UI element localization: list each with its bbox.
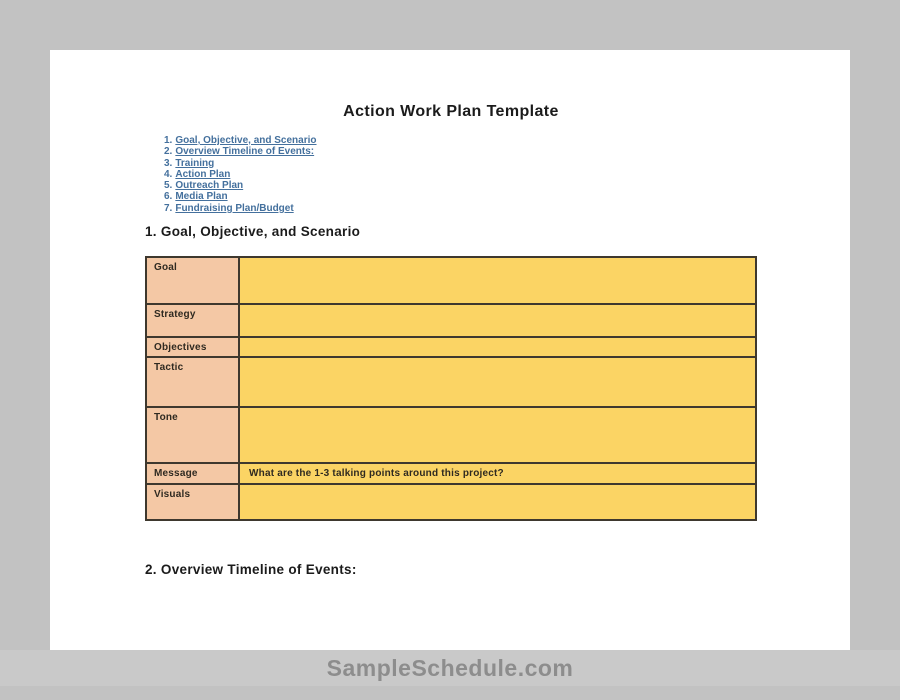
table-of-contents [164, 135, 317, 214]
document-page [50, 50, 850, 650]
table-row [146, 463, 756, 484]
toc-number: 4. [164, 168, 173, 180]
page-title: Action Work Plan Template [343, 103, 559, 120]
toc-item [164, 180, 317, 191]
row-label-tone: Tone [146, 407, 239, 463]
toc-number: 5. [164, 180, 173, 192]
table-row [146, 357, 756, 407]
toc-number: 6. [164, 191, 173, 203]
toc-item [164, 191, 317, 202]
toc-item [164, 158, 317, 169]
row-label-message: Message [146, 463, 239, 484]
row-label-tactic: Tactic [146, 357, 239, 407]
row-value-goal [239, 257, 756, 304]
goal-objective-scenario-table [145, 256, 757, 521]
row-value-tone [239, 407, 756, 463]
watermark-text: SampleSchedule.com [326, 655, 574, 681]
row-value-visuals [239, 484, 756, 520]
toc-number: 2. [164, 146, 173, 158]
toc-item [164, 203, 317, 214]
row-label-visuals: Visuals [146, 484, 239, 520]
toc-number: 1. [164, 135, 173, 146]
row-value-strategy [239, 304, 756, 337]
toc-item [164, 135, 317, 146]
watermark-band [0, 650, 900, 686]
row-value-tactic [239, 357, 756, 407]
row-label-goal: Goal [146, 257, 239, 304]
row-label-objectives: Objectives [146, 337, 239, 357]
toc-link-goal-objective-scenario[interactable]: Goal, Objective, and Scenario [175, 135, 317, 146]
toc-number: 3. [164, 157, 173, 169]
toc-item [164, 169, 317, 180]
row-label-strategy: Strategy [146, 304, 239, 337]
toc-number: 7. [164, 202, 173, 214]
row-value-message: What are the 1-3 talking points around this project? [239, 463, 756, 484]
table-row [146, 484, 756, 520]
table-row [146, 304, 756, 337]
table-row [146, 407, 756, 463]
toc-link-action-plan[interactable]: Action Plan [175, 168, 231, 180]
toc-link-training[interactable]: Training [175, 157, 215, 169]
section-2-heading: 2. Overview Timeline of Events: [145, 562, 357, 577]
table-row [146, 337, 756, 357]
toc-link-overview-timeline[interactable]: Overview Timeline of Events: [175, 146, 315, 158]
section-1-heading: 1. Goal, Objective, and Scenario [145, 224, 361, 239]
toc-item [164, 146, 317, 157]
toc-link-outreach-plan[interactable]: Outreach Plan [175, 180, 244, 192]
toc-link-media-plan[interactable]: Media Plan [175, 191, 228, 203]
row-value-objectives [239, 337, 756, 357]
table-row [146, 257, 756, 304]
toc-link-fundraising-plan-budget[interactable]: Fundraising Plan/Budget [175, 202, 294, 214]
